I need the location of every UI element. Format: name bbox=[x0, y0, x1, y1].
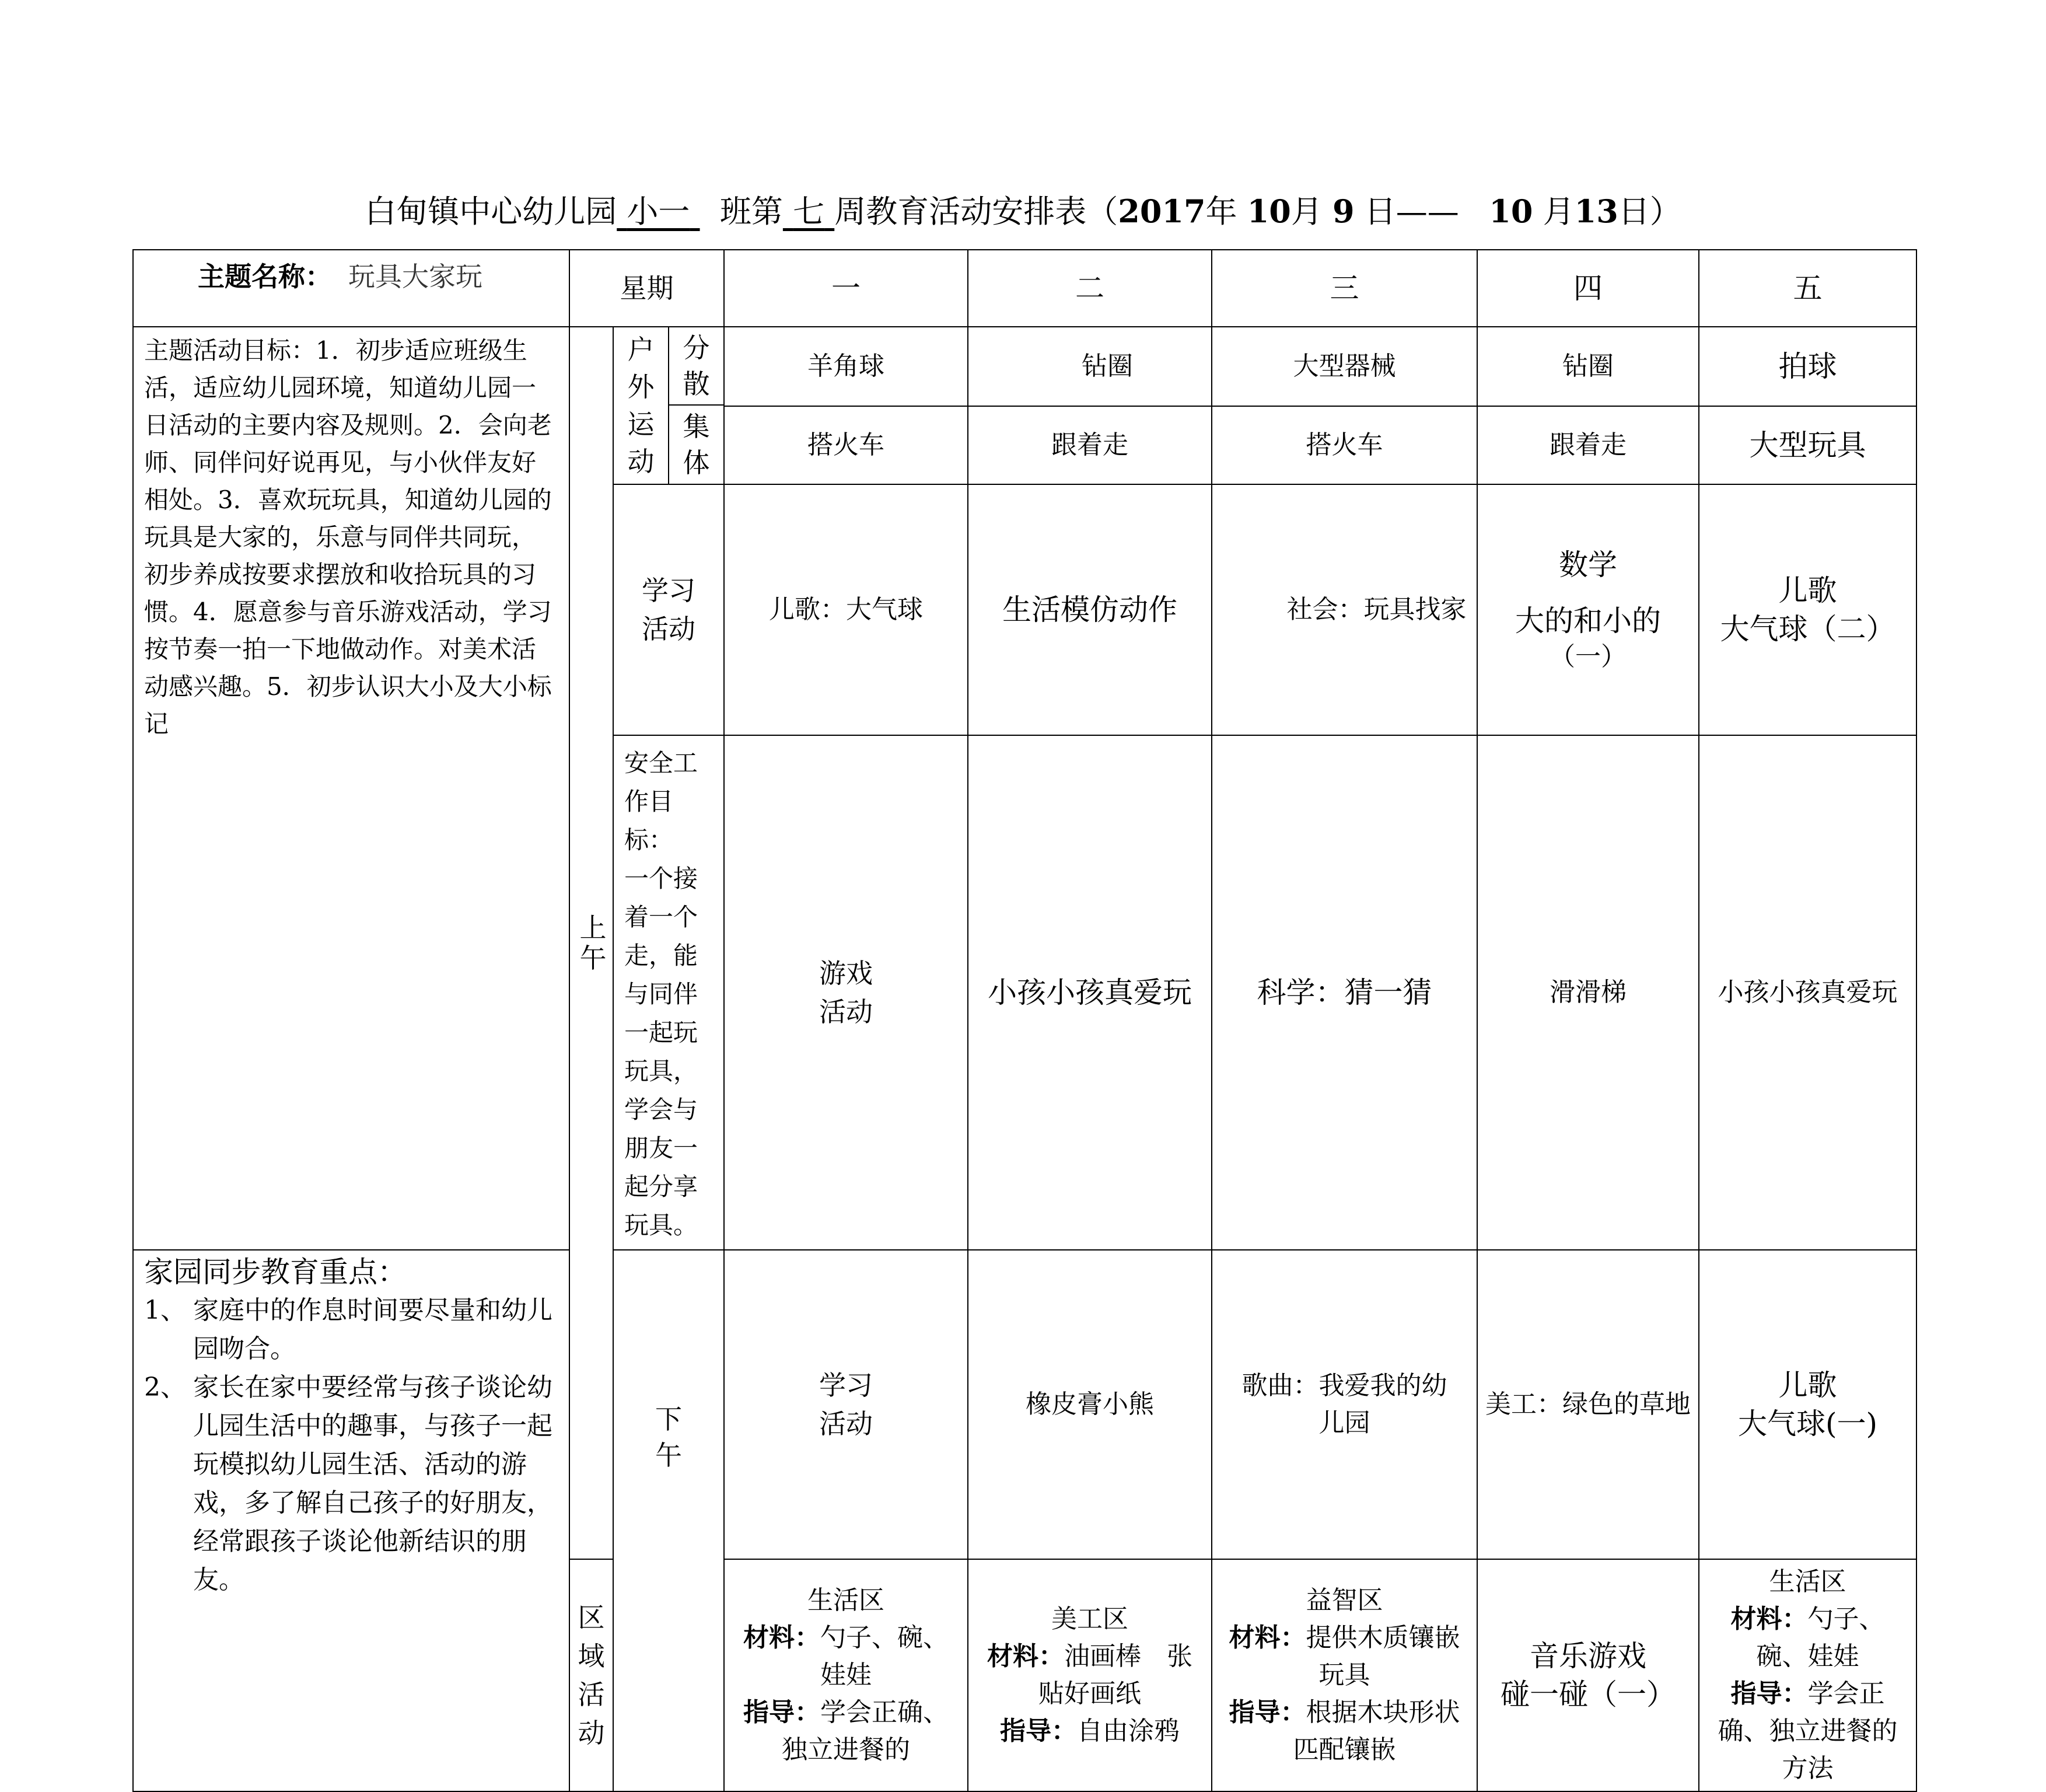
group-mon: 搭火车 bbox=[724, 406, 968, 484]
am-study-thu: 数学 大的和小的 （一） bbox=[1477, 484, 1699, 735]
group-fri: 大型玩具 bbox=[1699, 406, 1916, 484]
safety-goals bbox=[613, 735, 724, 1250]
title-week: 七 bbox=[793, 193, 825, 230]
pm-area-wed: 益智区 材料：提供木质镶嵌玩具 指导：根据木块形状匹配镶嵌 bbox=[1212, 1559, 1477, 1791]
scatter-tue: 钻圈 bbox=[968, 327, 1212, 406]
label-group: 集 体 bbox=[683, 411, 710, 478]
home-item: 1、 家庭中的作息时间要尽量和幼儿园吻合。 bbox=[144, 1295, 552, 1364]
label-outdoor-text: 户外 运动 bbox=[614, 327, 669, 484]
safety-text: 一个接着一个走，能与同伴一起玩玩具，学会与朋友一起分享玩具。 bbox=[624, 864, 698, 1239]
label-am-game: 游戏 活动 bbox=[724, 735, 968, 1250]
pm-area-mon: 生活区 材料：勺子、碗、娃娃 指导：学会正确、独立进餐的 bbox=[724, 1559, 968, 1791]
am-game-wed: 滑滑梯 bbox=[1477, 735, 1699, 1250]
title-class: 小一 bbox=[627, 193, 690, 230]
label-pm-study: 学习 活动 bbox=[724, 1250, 968, 1559]
am-game-thu: 小孩小孩真爱玩 bbox=[1699, 735, 1916, 1250]
group-wed: 搭火车 bbox=[1212, 406, 1477, 484]
label-outdoor bbox=[613, 327, 724, 484]
pm-study-mon: 橡皮膏小熊 bbox=[968, 1250, 1212, 1559]
title-year: 2017 bbox=[1118, 193, 1206, 230]
schedule-table bbox=[132, 249, 1917, 1792]
title-school: 白甸镇中心幼儿园 bbox=[365, 193, 617, 230]
theme-label: 主题名称： bbox=[198, 261, 332, 292]
scatter-mon: 羊角球 bbox=[724, 327, 968, 406]
day-tue: 二 bbox=[968, 250, 1212, 327]
pm-area-thu: 音乐游戏 碰一碰（一） bbox=[1477, 1559, 1699, 1791]
pm-area-tue: 美工区 材料：油画棒 张贴好画纸 指导：自由涂鸦 bbox=[968, 1559, 1212, 1791]
am-game-mon: 小孩小孩真爱玩 bbox=[968, 735, 1212, 1250]
home-item: 2、 家长在家中要经常与孩子谈论幼儿园生活中的趣事，与孩子一起玩模拟幼儿园生活、活动的游戏，多了解自己孩子的好朋友，经常跟孩子谈论他新结识的朋友。 bbox=[144, 1372, 552, 1595]
theme-cell bbox=[133, 250, 569, 327]
am-study-wed: 社会：玩具找家 bbox=[1212, 484, 1477, 735]
header-row bbox=[133, 250, 1916, 327]
scatter-thu: 钻圈 bbox=[1477, 327, 1699, 406]
am-study-tue: 生活模仿动作 bbox=[968, 484, 1212, 735]
pm-study-tue: 歌曲：我爱我的幼儿园 bbox=[1212, 1250, 1477, 1559]
pm-area-fri: 生活区 材料：勺子、碗、娃娃 指导：学会正确、独立进餐的方法 bbox=[1699, 1559, 1916, 1791]
pm-study-wed: 美工：绿色的草地 bbox=[1477, 1250, 1699, 1559]
label-morning: 上午 bbox=[569, 327, 613, 1559]
am-study-fri: 儿歌 大气球（二） bbox=[1699, 484, 1916, 735]
scatter-fri: 拍球 bbox=[1699, 327, 1916, 406]
theme-name: 玩具大家玩 bbox=[348, 261, 482, 292]
am-study-mon: 儿歌：大气球 bbox=[724, 484, 968, 735]
home-education bbox=[133, 1250, 569, 1791]
home-list bbox=[144, 1291, 558, 1599]
theme-goals: 主题活动目标：1．初步适应班级生活，适应幼儿园环境，知道幼儿园一日活动的主要内容及规则。2．会向老师、同伴问好说再见，与小伙伴友好相处。3．喜欢玩玩具，知道幼儿园的玩具是大家的，乐意与同伴共同玩，初步养成按要求摆放和收拾玩具的习惯。4．愿意参与音乐游戏活动，学习按节奏一拍一下地做动作。对美术活动感兴趣。5．初步认识大小及大小标记 bbox=[133, 327, 569, 1250]
day-wed: 三 bbox=[1212, 250, 1477, 327]
am-game-tue: 科学：猜一猜 bbox=[1212, 735, 1477, 1250]
title-text: 班第 bbox=[719, 193, 783, 230]
label-am-study: 学习 活动 bbox=[613, 484, 724, 735]
title-text2: 周教育活动安排表（ bbox=[834, 193, 1118, 230]
row-outdoor-scatter bbox=[133, 327, 1916, 406]
day-mon: 一 bbox=[724, 250, 968, 327]
row-pm-study bbox=[133, 1250, 1916, 1559]
home-title: 家园同步教育重点： bbox=[144, 1255, 407, 1289]
day-thu: 四 bbox=[1477, 250, 1699, 327]
label-afternoon: 下午 bbox=[613, 1250, 724, 1791]
label-scatter: 分 散 bbox=[669, 327, 723, 406]
group-thu: 跟着走 bbox=[1477, 406, 1699, 484]
weekday-label: 星期 bbox=[569, 250, 724, 327]
page-title: 白甸镇中心幼儿园 小一 班第 七 周教育活动安排表（2017年 10月 9 日—— 10 月13日） bbox=[365, 193, 1681, 230]
group-tue: 跟着走 bbox=[968, 406, 1212, 484]
label-pm-area: 区域 活动 bbox=[569, 1559, 613, 1791]
safety-title: 安全工作目标： bbox=[624, 749, 698, 854]
scatter-wed: 大型器械 bbox=[1212, 327, 1477, 406]
day-fri: 五 bbox=[1699, 250, 1916, 327]
pm-study-thu: 儿歌 大气球(一) bbox=[1699, 1250, 1916, 1559]
